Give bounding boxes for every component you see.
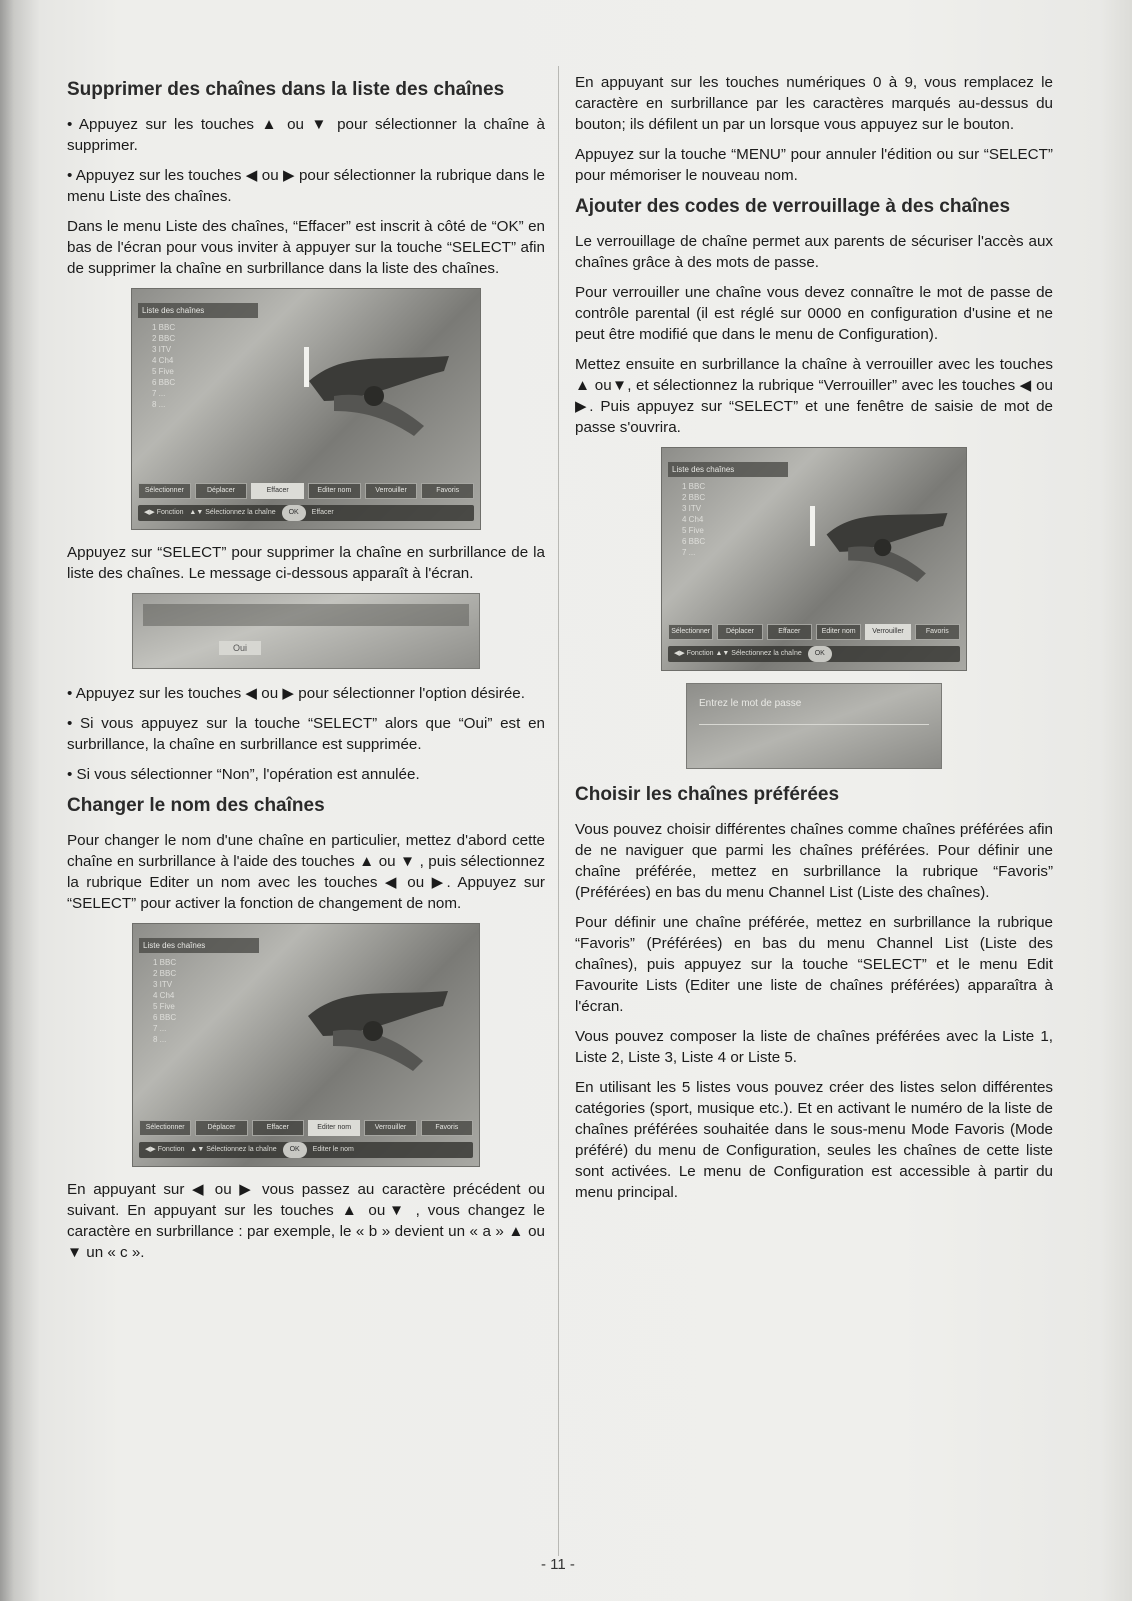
diver-image (822, 500, 952, 595)
paragraph: Dans le menu Liste des chaînes, “Effacer” est inscrit à côté de “OK” en bas de l'écran pour vous inviter à appuyer sur la touche “SELECT” afin de supprimer la chaîne en surbrillance dans la liste des chaînes. (67, 218, 545, 277)
heading-rename-channels: Changer le nom des chaînes (67, 795, 325, 816)
menu-button[interactable]: Verrouiller (365, 483, 418, 499)
menu-button[interactable]: Editer nom (308, 1120, 360, 1136)
delete-confirm-dialog (132, 593, 480, 669)
paragraph: En appuyant sur les touches numériques 0 à 9, vous remplacez le caractère en surbrillance par les caractères marqués au-dessus du bouton; ils défilent un par un lorsque vous appuyez sur le bouton. (575, 74, 1053, 133)
menu-button-bar (668, 624, 960, 640)
paragraph: Vous pouvez composer la liste de chaînes préférées avec la Liste 1, Liste 2, Liste 3, Liste 4 or Liste 5. (575, 1028, 1053, 1066)
paragraph: • Appuyez sur les touches ▲ ou ▼ pour sélectionner la chaîne à supprimer. (67, 116, 545, 154)
password-entry-dialog (686, 683, 942, 769)
menu-button[interactable]: Sélectionner (138, 483, 191, 499)
paragraph: • Si vous appuyez sur la touche “SELECT” alors que “Oui” est en surbrillance, la chaîne en surbrillance est supprimée. (67, 715, 545, 753)
menu-button[interactable]: Favoris (915, 624, 960, 640)
menu-button[interactable]: Effacer (252, 1120, 304, 1136)
hint-bar: ◀▶ Fonction ▲▼ Sélectionnez la chaîne OK Effacer (138, 505, 474, 521)
menu-button[interactable]: Favoris (421, 483, 474, 499)
heading-lock-channels: Ajouter des codes de verrouillage à des chaînes (575, 196, 1011, 217)
tv-screenshot-delete (131, 288, 481, 530)
paragraph: En utilisant les 5 listes vous pouvez créer des listes selon différentes catégories (sport, musique etc.). Et en activant le numéro de la liste de chaînes préférées souhaitée dans le sous-menu Mode Favoris (Mode préféré) du menu de Configuration, seules les chaînes de cette liste sont activées. Le menu de Configuration est accessible à partir du menu principal. (575, 1079, 1053, 1201)
menu-button[interactable]: Sélectionner (668, 624, 713, 640)
paragraph: Appuyez sur “SELECT” pour supprimer la chaîne en surbrillance de la liste des chaînes. Le message ci-dessous apparaît à l'écran. (67, 544, 545, 582)
menu-button[interactable]: Sélectionner (139, 1120, 191, 1136)
page-number: - 11 - (541, 1556, 575, 1573)
menu-button[interactable]: Déplacer (717, 624, 762, 640)
menu-button[interactable]: Déplacer (195, 483, 248, 499)
password-field[interactable] (699, 724, 929, 741)
channel-list-title: Liste des chaînes (138, 303, 258, 318)
menu-button[interactable]: Editer nom (308, 483, 361, 499)
heading-delete-channels: Supprimer des chaînes dans la liste des chaînes (67, 79, 505, 100)
menu-button[interactable]: Effacer (251, 483, 304, 499)
paragraph: Mettez ensuite en surbrillance la chaîne à verrouiller avec les touches ▲ ou▼, et sélectionnez la rubrique “Verrouiller” avec les touches ◀ ou ▶. Puis appuyez sur “SELECT” et une fenêtre de saisie de mot de passe s'ouvrira. (575, 356, 1053, 436)
menu-button[interactable]: Editer nom (816, 624, 861, 640)
paragraph: Pour verrouiller une chaîne vous devez connaître le mot de passe de contrôle parental (il est réglé sur 0000 en configuration d'usine et ne peut être modifié que dans le menu de Configuration). (575, 284, 1053, 343)
tv-screenshot-rename (132, 923, 480, 1167)
hint-bar: ◀▶ Fonction ▲▼ Sélectionnez la chaîne OK Editer le nom (139, 1142, 473, 1158)
scrollbar (810, 506, 815, 546)
menu-button-bar (139, 1120, 473, 1136)
right-column (575, 72, 1053, 1212)
menu-button-bar (138, 483, 474, 499)
menu-button[interactable]: Verrouiller (865, 624, 910, 640)
diver-image (303, 976, 453, 1086)
paragraph: Appuyez sur la touche “MENU” pour annuler l'édition ou sur “SELECT” pour mémoriser le nouveau nom. (575, 146, 1053, 184)
paragraph: Vous pouvez choisir différentes chaînes comme chaînes préférées afin de ne naviguer que parmi les chaînes préférées. Pour définir une chaîne préférée, mettez en surbrillance la rubrique “Favoris” (Préférées) en bas du menu Channel List (Liste des chaînes). (575, 821, 1053, 901)
paragraph: Pour définir une chaîne préférée, mettez en surbrillance la rubrique “Favoris” (Préférées) en bas du menu Channel List (Liste des chaînes), puis appuyez sur la touche “SELECT” et le menu Edit Favourite Lists (Editer une liste de chaînes préférées) apparaîtra à l'écran. (575, 914, 1053, 1015)
menu-button[interactable]: Verrouiller (364, 1120, 416, 1136)
channel-list: Liste des chaînes 1 BBC 2 BBC 3 ITV 4 Ch4 5 Five 6 BBC 7 ... 8 ... (138, 303, 258, 410)
dialog-message (143, 604, 469, 626)
column-divider (558, 66, 559, 1556)
paragraph: • Appuyez sur les touches ◀ ou ▶ pour sélectionner la rubrique dans le menu Liste des chaînes. (67, 167, 545, 205)
menu-button[interactable]: Effacer (767, 624, 812, 640)
paragraph: Pour changer le nom d'une chaîne en particulier, mettez d'abord cette chaîne en surbrillance à l'aide des touches ▲ ou ▼ , puis sélectionnez la rubrique Editer un nom avec les touches ◀ ou ▶. Appuyez sur “SELECT” pour activer la fonction de changement de nom. (67, 832, 545, 912)
channel-list-title: Liste des chaînes (139, 938, 259, 953)
paragraph: En appuyant sur ◀ ou ▶ vous passez au caractère précédent ou suivant. En appuyant sur les touches ▲ ou▼ , vous changez le caractère en surbrillance : par exemple, le « b » devient un « a » ▲ ou ▼ un « c ». (67, 1181, 545, 1261)
password-prompt: Entrez le mot de passe (699, 698, 802, 709)
channel-list-title: Liste des chaînes (668, 462, 788, 477)
tv-screenshot-lock (661, 447, 967, 671)
channel-list: Liste des chaînes 1 BBC 2 BBC 3 ITV 4 Ch4 5 Five 6 BBC 7 ... 8 ... (139, 938, 259, 1045)
left-column (67, 72, 545, 1272)
channel-list: Liste des chaînes 1 BBC 2 BBC 3 ITV 4 Ch4 5 Five 6 BBC 7 ... (668, 462, 788, 558)
dialog-yes-button[interactable]: Oui (219, 641, 261, 655)
heading-favourite-channels: Choisir les chaînes préférées (575, 784, 840, 805)
menu-button[interactable]: Déplacer (195, 1120, 247, 1136)
paragraph: Le verrouillage de chaîne permet aux parents de sécuriser l'accès aux chaînes grâce à des mots de passe. (575, 233, 1053, 271)
hint-bar: ◀▶ Fonction ▲▼ Sélectionnez la chaîne OK (668, 646, 960, 662)
paragraph: • Appuyez sur les touches ◀ ou ▶ pour sélectionner l'option désirée. (67, 685, 525, 702)
diver-image (304, 341, 454, 451)
paragraph: • Si vous sélectionner “Non”, l'opération est annulée. (67, 766, 420, 783)
menu-button[interactable]: Favoris (421, 1120, 473, 1136)
